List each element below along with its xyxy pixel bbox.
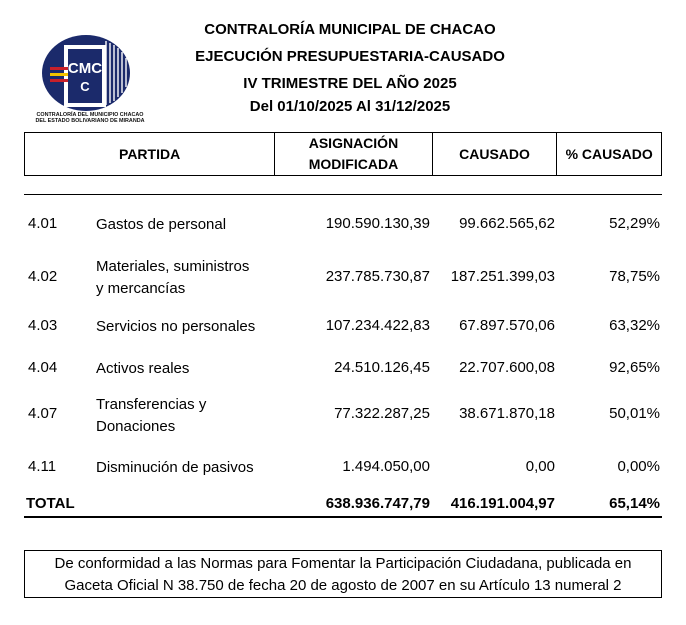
table-top-rule <box>24 194 662 195</box>
row-code: 4.02 <box>28 268 58 285</box>
svg-text:C: C <box>80 79 90 94</box>
row-causado: 38.671.870,18 <box>459 405 555 422</box>
row-name: Disminución de pasivos <box>96 459 254 476</box>
row-porcentaje: 52,29% <box>609 215 660 232</box>
row-porcentaje: 92,65% <box>609 359 660 376</box>
col-partida: PARTIDA <box>25 133 275 175</box>
row-asignacion: 1.494.050,00 <box>342 458 430 475</box>
table-header <box>24 132 662 176</box>
col-asignacion-line2: MODIFICADA <box>308 156 399 172</box>
row-asignacion: 77.322.287,25 <box>334 405 430 422</box>
row-asignacion: 107.234.422,83 <box>325 317 430 334</box>
legal-note-line2: Gaceta Oficial N 38.750 de fecha 20 de agosto de 2007 en su Artículo 13 numeral 2 <box>64 577 622 594</box>
col-asignacion-line1: ASIGNACIÓN <box>308 135 399 151</box>
legal-note <box>24 550 662 598</box>
logo-caption-line2: DEL ESTADO BOLIVARIANO DE MIRANDA <box>35 118 145 124</box>
logo-caption <box>26 112 154 124</box>
row-asignacion: 24.510.126,45 <box>334 359 430 376</box>
total-porcentaje: 65,14% <box>609 495 660 512</box>
total-label: TOTAL <box>26 495 75 512</box>
row-causado: 99.662.565,62 <box>459 215 555 232</box>
row-porcentaje: 63,32% <box>609 317 660 334</box>
table-bottom-rule <box>24 516 662 518</box>
row-porcentaje: 78,75% <box>609 268 660 285</box>
header-dates: Del 01/10/2025 Al 31/12/2025 <box>249 98 451 115</box>
row-porcentaje: 0,00% <box>617 458 660 475</box>
row-causado: 187.251.399,03 <box>450 268 555 285</box>
header-title: CONTRALORÍA MUNICIPAL DE CHACAO <box>204 21 496 38</box>
col-causado: CAUSADO <box>433 133 558 175</box>
col-porcentaje: % CAUSADO <box>565 145 653 162</box>
row-name: Activos reales <box>96 360 190 377</box>
header-period: IV TRIMESTRE DEL AÑO 2025 <box>243 75 457 92</box>
row-name: Transferencias y <box>96 396 207 413</box>
row-name: Materiales, suministros <box>96 258 250 275</box>
total-asignacion: 638.936.747,79 <box>325 495 430 512</box>
row-asignacion: 190.590.130,39 <box>325 215 430 232</box>
row-porcentaje: 50,01% <box>609 405 660 422</box>
row-name: Gastos de personal <box>96 216 227 233</box>
row-causado: 0,00 <box>525 458 555 475</box>
logo-caption-line1: CONTRALORÍA DEL MUNICIPIO CHACAO <box>36 112 144 118</box>
row-name: Servicios no personales <box>96 318 256 335</box>
col-asignacion <box>275 133 433 175</box>
row-name-line2: Donaciones <box>96 418 176 435</box>
header-subtitle: EJECUCIÓN PRESUPUESTARIA-CAUSADO <box>195 48 505 65</box>
row-causado: 67.897.570,06 <box>459 317 555 334</box>
row-name-line2: y mercancías <box>96 280 186 297</box>
row-code: 4.03 <box>28 317 58 334</box>
row-asignacion: 237.785.730,87 <box>325 268 430 285</box>
legal-note-line1: De conformidad a las Normas para Fomentar la Participación Ciudadana, publicada en <box>54 555 632 572</box>
row-code: 4.01 <box>28 215 58 232</box>
logo-initials: CMC <box>67 60 103 77</box>
row-code: 4.04 <box>28 359 58 376</box>
row-code: 4.07 <box>28 405 58 422</box>
row-causado: 22.707.600,08 <box>459 359 555 376</box>
total-causado: 416.191.004,97 <box>450 495 555 512</box>
row-code: 4.11 <box>28 458 57 475</box>
